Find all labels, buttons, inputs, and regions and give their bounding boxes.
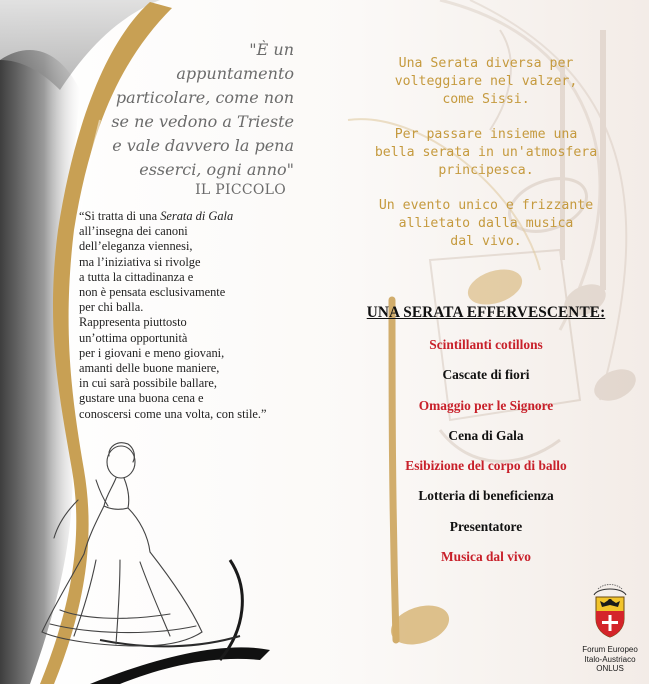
description-line: un’ottima opportunità — [79, 330, 188, 345]
intro-line: Un evento unico e frizzante — [378, 198, 594, 213]
program-item: Presentatore — [449, 518, 523, 534]
intro-paragraph — [352, 126, 620, 180]
quote-source: IL PICCOLO — [195, 182, 286, 198]
description-line: per i giovani e meno giovani, — [79, 345, 225, 360]
description-line: all’insegna dei canoni — [79, 224, 188, 239]
quote-line: appuntamento — [176, 64, 294, 83]
organization-line: ONLUS — [596, 664, 624, 674]
description-text: “Si tratta di una — [79, 209, 161, 223]
organization-logo — [588, 581, 632, 639]
description-line: ma l’iniziativa si rivolge — [79, 254, 201, 269]
quote-line: particolare, come non — [115, 88, 294, 107]
program-item: Cena di Gala — [448, 427, 524, 443]
program-title: UNA SERATA EFFERVESCENTE: — [366, 304, 606, 321]
description-line: non è pensata esclusivamente — [79, 285, 226, 300]
description-line — [79, 209, 294, 224]
description-line: per chi balla. — [79, 300, 144, 315]
intro-line: come Sissi. — [442, 92, 530, 107]
quote-line: "È un — [249, 40, 294, 59]
intro-line: principesca. — [438, 163, 534, 178]
intro-line: Per passare insieme una — [394, 127, 578, 142]
intro-line: allietato dalla musica — [398, 216, 574, 231]
program-list — [350, 337, 622, 579]
description-line: in cui sarà possibile ballare, — [79, 376, 217, 391]
intro-paragraph — [352, 55, 620, 109]
quote-line: esserci, ogni anno" — [139, 160, 294, 179]
intro-paragraph — [352, 197, 620, 251]
description-line: dell’eleganza viennesi, — [79, 239, 193, 254]
intro-block — [352, 55, 620, 268]
program-item: Musica dal vivo — [440, 549, 532, 565]
intro-line: bella serata in un'atmosfera — [374, 145, 598, 160]
organization-line: Italo-Austriaco — [584, 654, 636, 664]
quote-line: se ne vedono a Trieste — [111, 112, 294, 131]
description-line: amanti delle buone maniere, — [79, 361, 220, 376]
program-item: Omaggio per le Signore — [418, 397, 554, 413]
program-item: Cascate di fiori — [442, 367, 530, 383]
program-item: Lotteria di beneficienza — [418, 488, 554, 504]
program-item: Esibizione del corpo di ballo — [405, 458, 567, 474]
description-emphasis: Serata di Gala — [160, 209, 234, 223]
description-line: a tutta la cittadinanza e — [79, 269, 194, 284]
description-line: Rappresenta piuttosto — [79, 315, 187, 330]
description-line: gustare una buona cena e — [79, 391, 204, 406]
program-item: Scintillanti cotillons — [429, 337, 543, 352]
quote-line: e vale davvero la pena — [112, 136, 294, 155]
intro-line: Una Serata diversa per — [398, 56, 574, 71]
description-line: conoscersi come una volta, con stile.” — [79, 406, 267, 421]
quote-block — [96, 38, 294, 182]
intro-line: volteggiare nel valzer, — [394, 74, 578, 89]
event-description — [79, 209, 294, 422]
organization-name — [576, 645, 644, 674]
organization-line: Forum Europeo — [582, 645, 638, 654]
intro-line: dal vivo. — [450, 234, 522, 249]
